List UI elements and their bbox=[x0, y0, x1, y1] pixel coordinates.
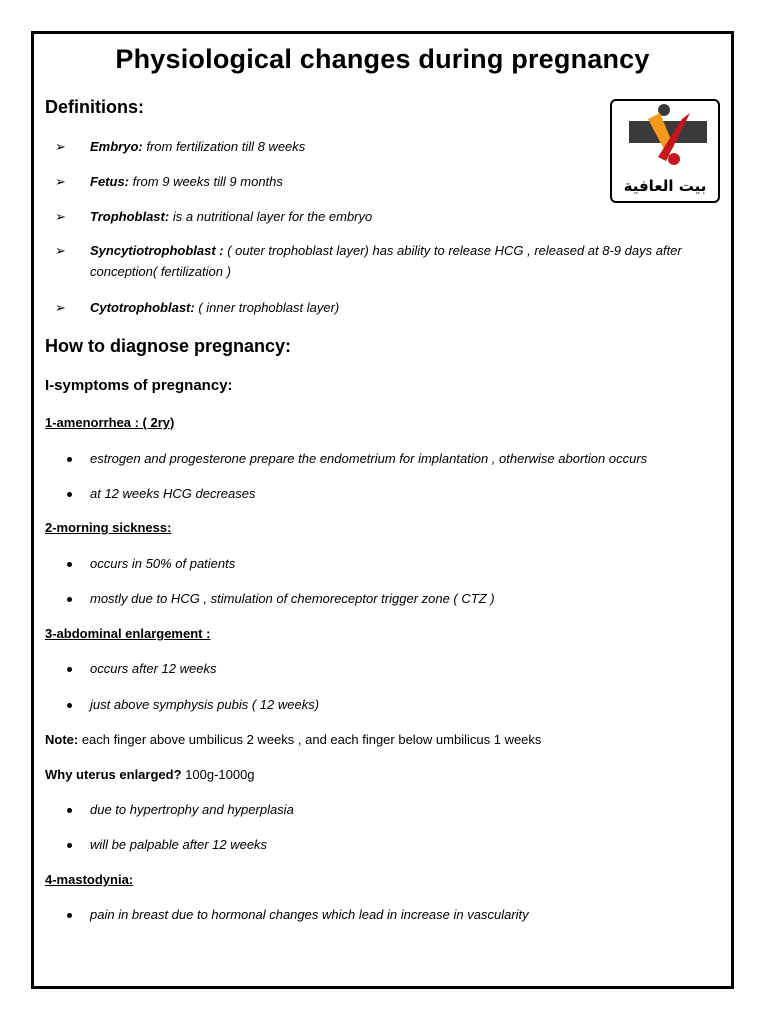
arrow-bullet-icon: ➢ bbox=[55, 209, 66, 224]
definition-item: Trophoblast: is a nutritional layer for the embryo bbox=[90, 209, 373, 224]
definition-item: Syncytiotrophoblast : ( outer trophoblast layer) has ability to release HCG , released at 8-9 days after conception( fertilization ) bbox=[90, 243, 682, 279]
bullet-dot-icon bbox=[67, 703, 72, 708]
bullet-dot-icon bbox=[67, 808, 72, 813]
logo-text: بيت العافية bbox=[623, 177, 707, 195]
why-uterus-line: Why uterus enlarged? 100g-1000g bbox=[45, 767, 255, 782]
symptoms-heading: I-symptoms of pregnancy: bbox=[45, 377, 233, 394]
list-item: occurs after 12 weeks bbox=[90, 661, 217, 676]
list-item: due to hypertrophy and hyperplasia bbox=[90, 802, 294, 817]
mastodynia-heading: 4-mastodynia: bbox=[45, 872, 134, 887]
list-item: estrogen and progesterone prepare the endometrium for implantation , otherwise abortion occurs bbox=[90, 451, 648, 466]
bullet-dot-icon bbox=[67, 457, 72, 462]
list-item: occurs in 50% of patients bbox=[90, 556, 236, 571]
amenorrhea-heading: 1-amenorrhea : ( 2ry) bbox=[45, 415, 175, 430]
arrow-bullet-icon: ➢ bbox=[55, 243, 66, 258]
note-line: Note: each finger above umbilicus 2 weeks , and each finger below umbilicus 1 weeks bbox=[45, 732, 542, 747]
list-item: pain in breast due to hormonal changes which lead in increase in vascularity bbox=[90, 907, 529, 922]
list-item: just above symphysis pubis ( 12 weeks) bbox=[90, 697, 320, 712]
definition-item: Cytotrophoblast: ( inner trophoblast layer) bbox=[90, 300, 340, 315]
bullet-dot-icon bbox=[67, 843, 72, 848]
bullet-dot-icon bbox=[67, 492, 72, 497]
bullet-dot-icon bbox=[67, 562, 72, 567]
arrow-bullet-icon: ➢ bbox=[55, 139, 66, 154]
list-item: will be palpable after 12 weeks bbox=[90, 837, 268, 852]
definitions-heading: Definitions: bbox=[45, 97, 144, 117]
abdominal-enlargement-heading: 3-abdominal enlargement : bbox=[45, 626, 211, 641]
list-item: at 12 weeks HCG decreases bbox=[90, 486, 256, 501]
page-title: Physiological changes during pregnancy bbox=[115, 44, 650, 74]
arrow-bullet-icon: ➢ bbox=[55, 174, 66, 189]
morning-sickness-heading: 2-morning sickness: bbox=[45, 520, 172, 535]
list-item: mostly due to HCG , stimulation of chemoreceptor trigger zone ( CTZ ) bbox=[90, 591, 495, 606]
diagnose-heading: How to diagnose pregnancy: bbox=[45, 336, 292, 356]
bullet-dot-icon bbox=[67, 667, 72, 672]
definition-item: Embryo: from fertilization till 8 weeks bbox=[90, 139, 306, 154]
definition-item: Fetus: from 9 weeks till 9 months bbox=[90, 174, 283, 189]
bullet-dot-icon bbox=[67, 913, 72, 918]
arrow-bullet-icon: ➢ bbox=[55, 300, 66, 315]
bullet-dot-icon bbox=[67, 597, 72, 602]
